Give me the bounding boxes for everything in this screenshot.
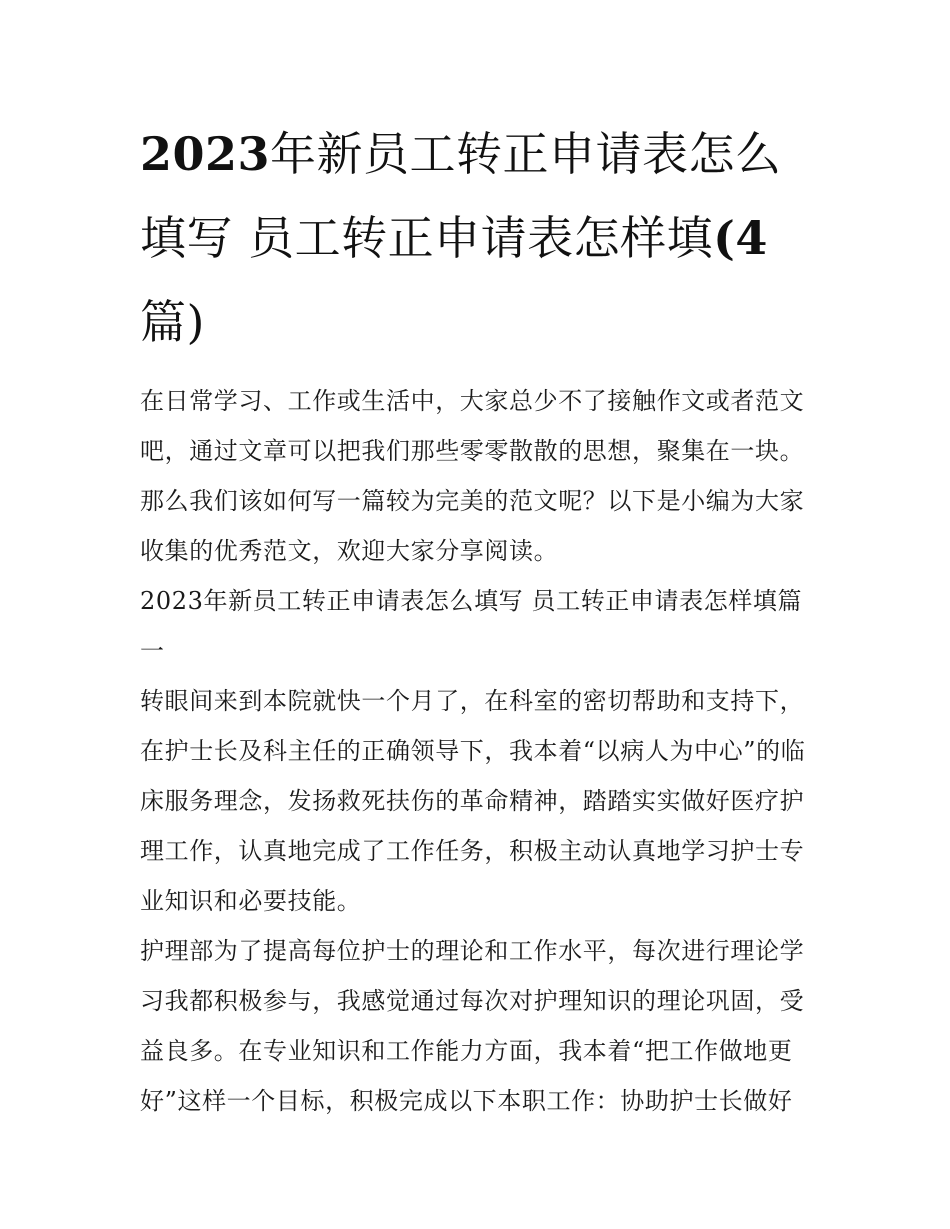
document-title [140, 112, 815, 364]
section-heading: 2023年新员工转正申请表怎么填写 员工转正申请表怎样填篇一 [140, 587, 803, 665]
title-suffix: 篇) [140, 295, 205, 349]
body-paragraph-1: 转眼间来到本院就快一个月了，在科室的密切帮助和支持下，在护士长及科主任的正确领导下，我本着“以病人为中心”的临床服务理念，发扬救死扶伤的革命精神，踏踏实实做好医疗护理工作，认真地完成了工作任务，积极主动认真地学习护士专业知识和必要技能。 [140, 687, 806, 915]
title-main: 年新员工转正申请表怎么填写 员工转正申请表怎样填 [140, 127, 782, 265]
document-page [140, 112, 815, 1126]
title-count: (4 [713, 211, 768, 265]
title-year: 2023 [140, 127, 271, 181]
intro-paragraph: 在日常学习、工作或生活中，大家总少不了接触作文或者范文吧，通过文章可以把我们那些零零散散的思想，聚集在一块。那么我们该如何写一篇较为完美的范文呢？以下是小编为大家收集的优秀范文，欢迎大家分享阅读。 [140, 387, 805, 565]
body-paragraph-2: 护理部为了提高每位护士的理论和工作水平，每次进行理论学习我都积极参与，我感觉通过每次对护理知识的理论巩固，受益良多。在专业知识和工作能力方面，我本着“把工作做地更好”这样一个目标，积极完成以下本职工作：协助护士长做好 [140, 937, 805, 1115]
